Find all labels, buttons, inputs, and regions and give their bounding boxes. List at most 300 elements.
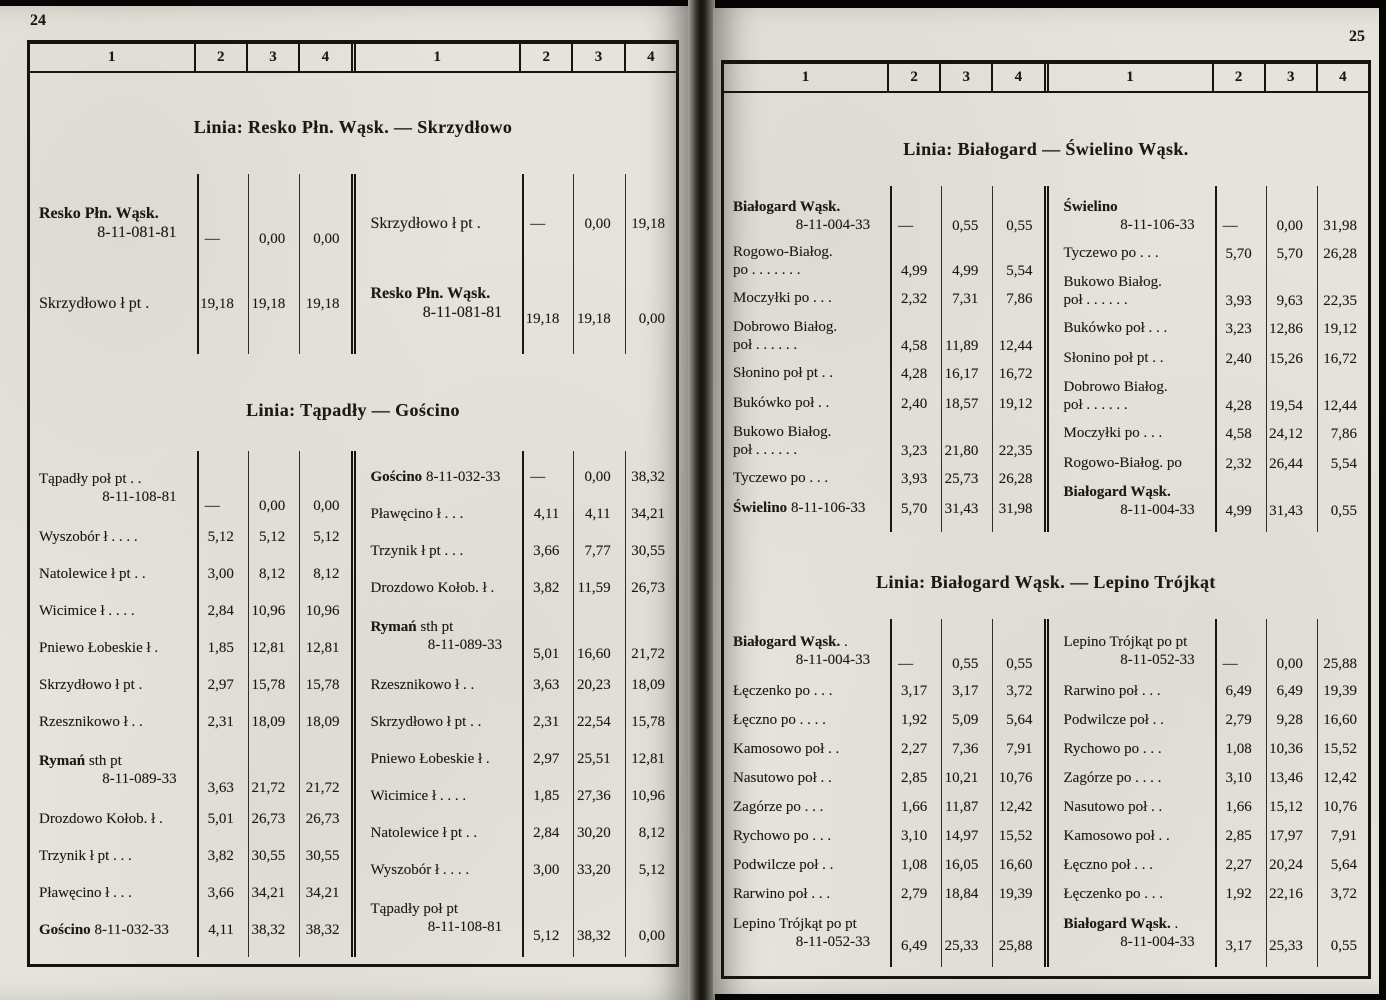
fare-value: 10,36 [1269,741,1303,757]
fare-value: 5,12 [638,862,665,878]
station-name [356,677,523,695]
column-header: 4 [624,44,676,71]
station-name-text: Rogowo-Białog. po [1063,455,1182,472]
fare-value: 3,66 [207,885,234,901]
fare-value: 15,26 [1269,350,1303,367]
station-name [30,714,197,732]
column-header-band [724,64,1368,93]
fare-row [30,519,351,556]
fare-value: 27,36 [576,788,611,804]
station-name-bold: Białogard Wąsk. [733,634,841,651]
fare-value: 12,81 [251,640,286,656]
fare-value: 5,64 [1330,857,1357,873]
fare-value: — [1222,656,1238,672]
fare-row [724,880,1044,909]
fare-table [724,186,1368,532]
fare-value: 26,73 [631,580,665,596]
fare-value: 10,76 [1323,799,1357,815]
fare-table [30,451,676,957]
station-name [724,365,890,383]
fare-value: 26,28 [998,470,1033,487]
fare-value: 2,85 [1225,828,1252,844]
fare-value: 25,73 [944,470,979,487]
fare-value: 26,28 [1323,245,1357,262]
fare-value: 7,86 [1330,425,1357,442]
fare-value: 5,64 [1006,712,1033,728]
station-name-bold: Gościno [39,921,91,938]
fare-value: 3,17 [900,683,928,699]
station-code: 8-11-108-81 [102,489,177,505]
column-header: 3 [571,44,623,71]
station-name-bold: Białogard Wąsk. [733,198,841,215]
station-name [1049,916,1215,951]
fare-value: 12,42 [1323,770,1357,786]
column-header: 1 [801,69,810,85]
fare-value: 12,42 [998,799,1033,815]
station-code: 8-11-004-33 [1120,501,1195,518]
fare-value: 4,58 [1225,425,1252,442]
fare-value: 38,32 [251,922,286,938]
fare-value: 0,55 [1006,218,1033,234]
fare-row [30,875,351,912]
station-name-text: Łęczenko po . . . [733,682,833,699]
fare-row [356,778,677,815]
fare-value: 38,32 [576,928,611,944]
fare-row [30,741,351,801]
column-header: 1 [1126,69,1134,85]
station-name [30,922,197,940]
fare-value: 3,10 [900,828,928,844]
station-name [30,677,197,695]
station-name [724,712,890,730]
fare-value: 21,80 [944,443,979,459]
fare-row [1049,479,1369,524]
fare-row [30,912,351,949]
fare-value: 5,01 [207,811,234,827]
station-name [724,424,890,459]
fare-row [30,667,351,704]
station-name-bold: Resko Płn. Wąsk. [370,285,491,303]
station-name [1049,857,1215,875]
fare-value: 6,49 [1276,683,1303,699]
fare-value: 10,96 [251,603,286,619]
fare-value: 21,72 [305,780,340,796]
station-name [724,886,890,904]
station-name [30,295,197,314]
fare-value: 25,33 [944,938,979,954]
fare-row [1049,194,1369,239]
fare-value: 34,21 [631,506,665,522]
fare-value: 7,91 [1006,741,1033,757]
station-name [724,857,890,875]
fare-value: 3,00 [207,566,234,582]
fare-value: 3,63 [533,677,560,693]
station-name-bold: Świelino [733,500,788,517]
station-name [724,199,890,234]
fare-row [1049,239,1369,269]
fare-value: — [204,498,220,514]
fare-row [724,851,1044,880]
station-name-bold: Świelino [1063,198,1118,215]
fare-value: 7,31 [952,290,979,307]
station-name-bold: Białogard Wąsk. [1063,483,1171,500]
station-name [724,741,890,759]
station-name [30,529,197,547]
fare-value: 21,72 [631,646,665,662]
station-name-text: Drozdowo Kołob. ł . [370,579,495,596]
fare-value: 5,12 [533,928,560,944]
fare-value: 3,82 [533,580,560,596]
fare-value: 0,00 [258,231,286,247]
line-title: Linia: Resko Płn. Wąsk. — Skrzydłowo [193,117,513,137]
fare-value: 15,78 [631,714,665,730]
header-half [1044,64,1369,91]
fare-row [724,706,1044,735]
station-sub-label: poł . . . . . . [1063,396,1128,413]
station-name [356,901,523,936]
station-name [1049,712,1215,730]
fare-value: 4,99 [952,263,979,279]
fare-value: — [1222,218,1238,234]
book-binding-gutter [688,0,715,1000]
station-name [356,862,523,880]
fare-value: 5,70 [900,500,928,517]
fare-value: 0,00 [584,215,611,232]
fare-row [724,822,1044,851]
fare-value: 16,17 [944,365,979,382]
fare-value: 1,66 [1225,799,1252,815]
column-header-band [30,44,676,73]
fare-value: 4,28 [900,365,928,382]
fare-value: 30,55 [631,543,665,559]
column-header: 1 [108,49,116,65]
fare-value: 15,52 [1323,741,1357,757]
station-name-text: Łęczno po . . . . [733,711,826,728]
fare-value: 1,66 [900,799,928,815]
column-header: 2 [194,44,246,71]
line-title: Linia: Białogard Wąsk. — Lepino Trójkąt [876,572,1216,592]
station-name [1049,634,1215,669]
fare-value: 7,91 [1330,828,1357,844]
fare-value: 22,16 [1269,886,1303,902]
fare-value: 0,55 [1006,656,1033,672]
fare-row [356,496,677,533]
station-name-text: Nasutowo poł . . [733,769,832,786]
fare-value: 15,52 [998,828,1033,844]
fare-row [724,239,1044,284]
fare-value: 4,11 [584,506,611,522]
fare-row [724,284,1044,314]
fare-value: 24,12 [1269,425,1303,442]
station-name [1049,320,1215,338]
station-name-text: Skrzydłowo ł pt . . [370,713,482,730]
fare-row [1049,851,1369,880]
fare-row [724,419,1044,464]
fare-row [356,667,677,704]
fare-value: 31,43 [944,500,979,517]
station-name-text: Tąpadły poł pt [370,901,458,918]
fare-value: 20,23 [576,677,611,693]
fare-row [356,889,677,949]
fare-row [1049,627,1369,677]
station-name-text: Pniewo Łobeskie ł . [370,750,490,767]
fare-value: 30,55 [251,848,286,864]
station-name [30,471,197,506]
station-name [724,244,890,279]
fare-row [356,533,677,570]
header-half [30,44,351,71]
fare-value: 16,60 [1323,712,1357,728]
fare-value: 21,72 [251,780,286,796]
line-section [30,400,676,957]
station-name-bold: Rymań [370,619,417,636]
station-name-text: Tyczewo po . . . [733,470,829,487]
fare-value: 15,78 [251,677,286,693]
station-name [356,215,523,234]
fare-value: 0,00 [638,928,665,944]
fare-table-half [1044,186,1369,532]
fare-row [724,494,1044,524]
station-code: 8-11-089-33 [102,771,177,787]
fare-value: 4,11 [533,506,560,522]
station-name [724,916,890,951]
fare-table-half [351,174,677,354]
fare-row [356,741,677,778]
station-code: 8-11-004-33 [795,216,871,233]
fare-value: 1,85 [207,640,234,656]
fare-value: 2,40 [1225,350,1252,367]
station-name [30,848,197,866]
station-code: 8-11-052-33 [795,934,871,950]
station-name-text: Bukowo Białog. [733,423,832,440]
fare-value: 5,70 [1276,245,1303,262]
fare-value: 18,09 [305,714,340,730]
station-name [1049,274,1215,309]
station-code: 8-11-052-33 [1120,652,1195,668]
fare-value: 0,55 [1330,503,1357,519]
station-name [356,285,523,323]
fare-row [724,793,1044,822]
fare-table-half [30,174,351,354]
station-name [356,543,523,561]
fare-row [1049,677,1369,706]
fare-value: 20,24 [1269,857,1303,873]
station-code: 8-11-081-81 [97,224,177,241]
fare-value: 3,82 [207,848,234,864]
station-name-text: Nasutowo poł . . [1063,798,1163,815]
station-code: 8-11-004-33 [795,652,871,668]
fare-value: 6,49 [1225,683,1252,699]
station-name-text: Słonino poł pt . . [733,365,834,382]
fare-row [1049,449,1369,479]
station-name-text: Łęczno poł . . . [1063,856,1154,873]
station-code: 8-11-004-33 [1120,934,1195,950]
fare-row [30,838,351,875]
station-name-text: Moczyłki po . . . [733,290,832,307]
station-name-text: Rarwino poł . . . [1063,682,1161,699]
fare-row [356,264,677,344]
fare-value: 25,51 [576,751,611,767]
station-name-text: Wyszobór ł . . . . [370,861,470,878]
station-name [30,753,197,788]
fare-value: 31,43 [1269,503,1303,519]
station-name [1049,425,1215,443]
station-name [356,788,523,806]
fare-row [30,801,351,838]
fare-row [1049,374,1369,419]
fare-value: 10,21 [944,770,979,786]
station-name-text: Łęczenko po . . . [1063,885,1164,902]
fare-table-half [724,619,1044,967]
fare-value: 8,12 [313,566,340,582]
station-name-text: Dobrowo Białog. [1063,378,1168,395]
page-24 [0,6,690,1000]
page-number-right: 25 [1349,28,1365,45]
station-name-bold: Gościno [370,468,423,485]
fare-value: 15,12 [1269,799,1303,815]
station-sub-label: poł . . . . . . [733,441,798,458]
fare-table [724,619,1368,967]
fare-value: 2,27 [1225,857,1252,873]
fare-value: 34,21 [305,885,340,901]
fare-value: 14,97 [944,828,979,844]
station-name-bold: Rymań [39,753,86,770]
column-header: 2 [519,44,571,71]
station-name [1049,199,1215,234]
fare-row [724,464,1044,494]
fare-value: 4,28 [1225,398,1252,414]
fare-value: 4,99 [1225,503,1252,519]
fare-value: 9,28 [1276,712,1303,728]
fare-value: 3,93 [900,470,928,487]
fare-row [30,630,351,667]
fare-value: 12,81 [631,751,665,767]
fare-value: 12,86 [1269,320,1303,337]
station-name [1049,455,1215,473]
station-name-text: Bukówko poł . . [733,395,830,412]
fare-value: 11,87 [945,799,979,815]
fare-row [1049,344,1369,374]
fare-value: 33,20 [576,862,611,878]
fare-value: 18,09 [251,714,286,730]
fare-value: 19,18 [305,295,340,312]
fare-row [724,314,1044,359]
station-name-text: Dobrowo Białog. [733,318,838,335]
station-sub-label: po . . . . . . . [733,261,801,278]
fare-row [30,459,351,519]
fare-row [356,570,677,607]
fare-value: 3,93 [1225,293,1252,309]
station-name-text: Pławęcino ł . . . [39,884,132,901]
station-name [724,470,890,488]
fare-value: 19,54 [1269,398,1303,414]
station-name-text: Pniewo Łobeskie ł . [39,639,159,656]
fare-row [724,735,1044,764]
fare-value: 4,99 [900,263,928,279]
fare-value: 31,98 [1323,218,1357,234]
fare-value: 3,17 [952,683,979,699]
fare-value: — [898,218,914,234]
station-name [356,619,523,654]
fare-value: 17,97 [1269,828,1303,844]
station-name-text: Rychowo po . . . [1063,740,1162,757]
fare-value: 5,54 [1006,263,1033,279]
fare-row [724,627,1044,677]
station-name-text: Rogowo-Białog. [733,243,833,260]
fare-value: 11,59 [577,580,611,596]
fare-value: 22,35 [1323,293,1357,309]
fare-value: 22,54 [576,714,611,730]
page-24-table-frame [27,40,679,967]
station-name [724,799,890,817]
fare-row [1049,764,1369,793]
fare-value: 30,55 [305,848,340,864]
station-name-text: Skrzydłowo ł pt . [39,676,143,693]
station-name [724,634,890,669]
fare-value: 25,33 [1269,938,1303,954]
station-name [1049,484,1215,519]
fare-value: 38,32 [631,469,665,485]
station-name [724,319,890,354]
fare-value: — [204,231,220,247]
fare-row [30,593,351,630]
fare-row [1049,314,1369,344]
fare-row [724,389,1044,419]
station-name-text: 8-11-032-33 [90,921,169,938]
fare-value: 2,97 [207,677,234,693]
station-name-text: Rzesznikowo ł . . [370,676,475,693]
station-name-text: Skrzydłowo ł pt . [370,214,481,232]
fare-value: 6,49 [900,938,928,954]
fare-value: 2,27 [900,741,928,757]
station-name-text: Natolewice ł pt . . [370,824,478,841]
fare-value: 2,79 [900,886,928,902]
fare-value: 18,09 [631,677,665,693]
station-name [724,770,890,788]
fare-value: 25,88 [1323,656,1357,672]
station-name [1049,245,1215,263]
fare-value: 34,21 [251,885,286,901]
fare-value: 4,11 [208,922,234,938]
fare-value: 12,44 [998,338,1033,354]
fare-value: 0,00 [1276,656,1303,672]
station-name-text: sth pt [85,753,122,770]
fare-row [30,704,351,741]
line-section [30,117,676,354]
fare-row [724,764,1044,793]
column-header: 2 [887,64,939,91]
column-header: 4 [1316,64,1368,91]
fare-value: 3,72 [1330,886,1357,902]
fare-row [1049,706,1369,735]
fare-row [356,459,677,496]
station-name-text: Wicimice ł . . . . [39,602,135,619]
fare-value: 16,72 [998,365,1033,382]
fare-value: 2,31 [207,714,234,730]
fare-value: 7,77 [584,543,611,559]
station-name [1049,770,1215,788]
station-name [1049,886,1215,904]
page-25 [713,8,1379,994]
fare-row [30,556,351,593]
station-name [356,580,523,598]
fare-table-half [351,451,677,957]
station-name-text: 8-11-032-33 [422,468,501,485]
fare-value: 19,18 [251,295,286,312]
fare-value: 19,12 [998,395,1033,412]
fare-value: 5,01 [533,646,560,662]
fare-value: 16,72 [1323,350,1357,367]
